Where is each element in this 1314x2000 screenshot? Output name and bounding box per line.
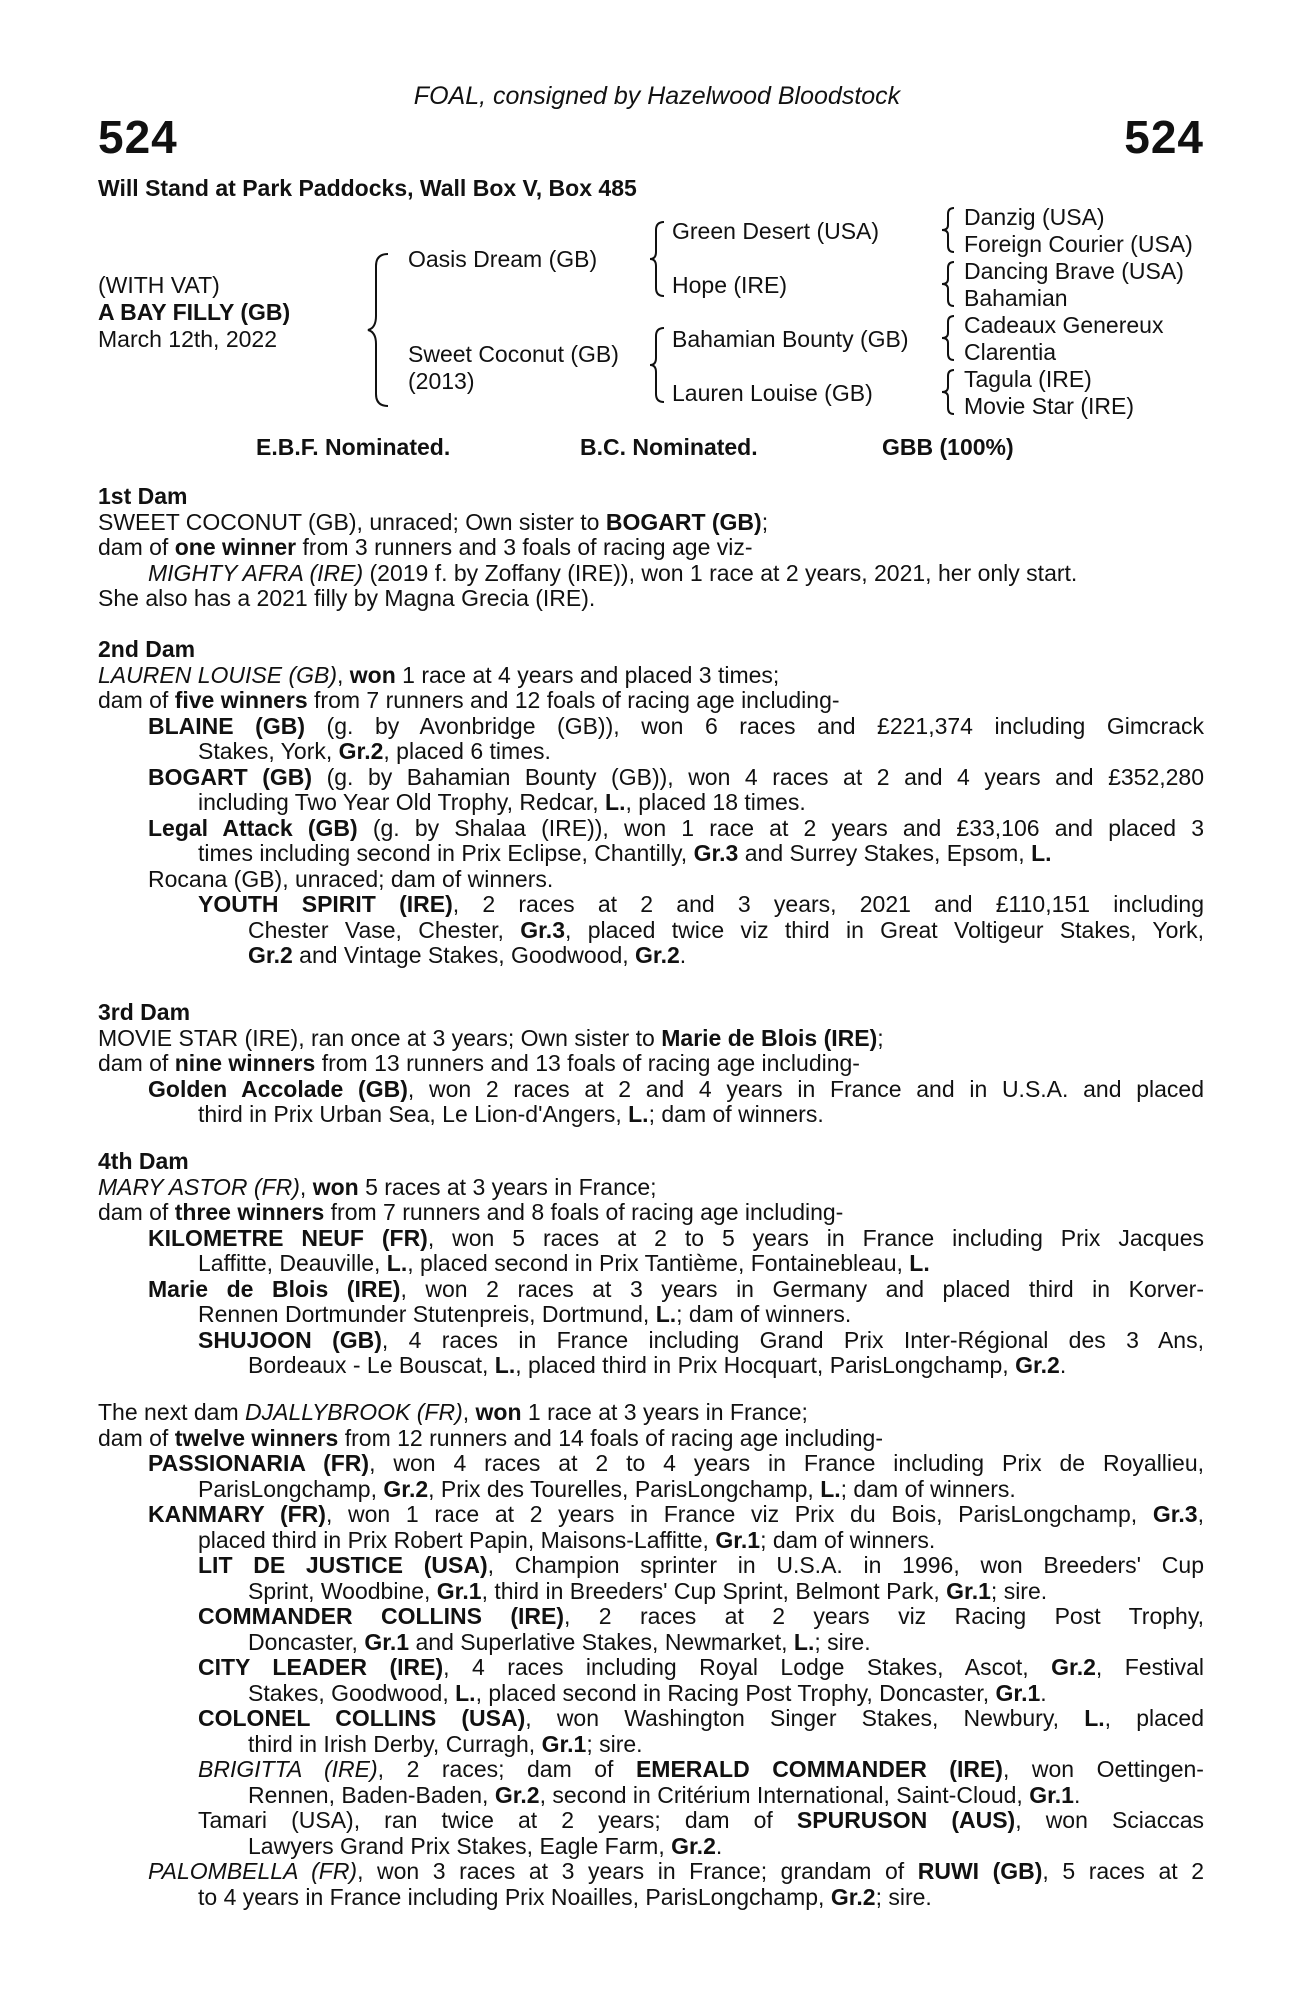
pedigree-brace-dam — [648, 326, 668, 404]
third-dam-section — [98, 1000, 1204, 1128]
gg-5: Cadeaux Genereux — [964, 312, 1164, 338]
text: , 2 races at 2 and 3 years, 2021 and £110,151 including — [452, 891, 1205, 917]
first-dam-section — [98, 484, 1204, 612]
text: ; dam of winners. — [676, 1301, 852, 1327]
winner-count: twelve winners — [174, 1424, 339, 1451]
text: , placed twice viz third in Great Voltigeur Stakes, York, — [565, 916, 1204, 943]
text: , won Oettingen- — [1002, 1756, 1204, 1782]
ebf-nomination: E.B.F. Nominated. — [256, 434, 451, 460]
text: dam of — [98, 1424, 175, 1451]
grade: Gr.2 — [248, 942, 293, 968]
vat-note: (WITH VAT) — [98, 272, 220, 298]
text: times including second in Prix Eclipse, Chantilly, — [198, 840, 694, 866]
horse-name: EMERALD COMMANDER (IRE) — [635, 1756, 1003, 1782]
text: , — [337, 661, 350, 688]
grade: L. — [386, 1250, 408, 1276]
gg-2: Foreign Courier (USA) — [964, 231, 1193, 257]
text: She also has a 2021 filly by Magna Grecia (IRE). — [98, 585, 596, 611]
horse-name: Golden Accolade (GB) — [148, 1075, 408, 1102]
horse-name: Legal Attack (GB) — [148, 814, 358, 841]
text: . — [1059, 1352, 1067, 1378]
bc-nomination: B.C. Nominated. — [580, 434, 758, 460]
grade: Gr.1 — [995, 1679, 1041, 1706]
grade: L. — [655, 1301, 677, 1327]
text: (2019 f. by Zoffany (IRE)), won 1 race at 2 years, 2021, her only start. — [363, 559, 1078, 586]
horse-name: CITY LEADER (IRE) — [198, 1654, 444, 1680]
text: ; — [761, 508, 769, 535]
sire-sire: Green Desert (USA) — [672, 218, 880, 244]
grade: Gr.2 — [383, 1475, 429, 1502]
text: Laffitte, Deauville, — [198, 1250, 387, 1276]
grade: Gr.1 — [715, 1526, 761, 1553]
text: and Surrey Stakes, Epsom, — [738, 840, 1032, 866]
text: , 4 races including Royal Lodge Stakes, Ascot, — [443, 1654, 1052, 1680]
grade: L. — [605, 789, 626, 815]
text: from 13 runners and 13 foals of racing age including- — [315, 1050, 860, 1076]
text: including Two Year Old Trophy, Redcar, — [198, 789, 606, 815]
text: , placed second in Racing Post Trophy, Doncaster, — [475, 1679, 996, 1706]
text: placed third in Prix Robert Papin, Maisons-Laffitte, — [198, 1526, 716, 1553]
gg-3: Dancing Brave (USA) — [964, 258, 1184, 284]
grade: Gr.2 — [1015, 1352, 1060, 1378]
text: Doncaster, — [248, 1628, 365, 1655]
horse-name: BOGART (GB) — [605, 508, 762, 535]
text: Rennen, Baden-Baden, — [248, 1781, 495, 1808]
grade: Gr.2 — [338, 738, 384, 764]
text: , — [1197, 1501, 1204, 1527]
sire-dam: Hope (IRE) — [672, 272, 788, 298]
horse-name: KANMARY (FR) — [148, 1501, 326, 1527]
text: dam of — [98, 1199, 175, 1225]
text: , won 2 races at 2 and 4 years in France and in U.S.A. and placed — [407, 1075, 1204, 1102]
text: Chester Vase, Chester, — [248, 916, 521, 943]
horse-name: MIGHTY AFRA (IRE) — [148, 559, 364, 586]
grade: L. — [628, 1101, 649, 1127]
grade: Gr.2 — [830, 1883, 876, 1910]
horse-name: RUWI (GB) — [917, 1858, 1043, 1884]
grade: L. — [1084, 1705, 1105, 1731]
horse-name: Marie de Blois (IRE) — [661, 1024, 878, 1051]
text: third in Irish Derby, Curragh, — [248, 1730, 542, 1757]
horse-name: SHUJOON (GB) — [198, 1326, 382, 1353]
text: Tamari (USA), ran twice at 2 years; dam of — [198, 1807, 797, 1833]
text: , won 4 races at 2 to 4 years in France including Prix de Royallieu, — [369, 1450, 1204, 1476]
pedigree-brace-sire — [648, 220, 668, 298]
text: ; sire. — [875, 1883, 932, 1910]
text: and Vintage Stakes, Goodwood, — [292, 942, 636, 968]
text: . — [1073, 1781, 1081, 1808]
text: , second in Critérium International, Saint-Cloud, — [539, 1781, 1030, 1808]
pedigree-brace-g4 — [940, 368, 958, 416]
text: , placed 6 times. — [383, 738, 551, 764]
text: , — [299, 1173, 313, 1200]
horse-name: COLONEL COLLINS (USA) — [198, 1705, 526, 1731]
grade: Gr.3 — [1152, 1501, 1198, 1527]
horse-name: KILOMETRE NEUF (FR) — [148, 1224, 428, 1251]
horse-name: BOGART (GB) — [148, 763, 313, 790]
grade: Gr.1 — [541, 1730, 587, 1757]
gg-1: Danzig (USA) — [964, 204, 1105, 230]
text: MOVIE STAR (IRE), ran once at 3 years; Own sister to — [98, 1024, 662, 1051]
text: . — [679, 942, 687, 968]
grade: L. — [793, 1628, 815, 1655]
text: to 4 years in France including Prix Noailles, ParisLongchamp, — [198, 1883, 831, 1910]
text: (g. by Bahamian Bounty (GB)), won 4 races at 2 and 4 years and £352,280 — [312, 763, 1204, 790]
text: , 5 races at 2 — [1042, 1858, 1204, 1884]
foaling-date: March 12th, 2022 — [98, 326, 278, 352]
text: , Champion sprinter in U.S.A. in 1996, won Breeders' Cup — [487, 1552, 1204, 1578]
pedigree-brace-main — [366, 250, 396, 410]
grade: L. — [820, 1475, 841, 1502]
text: dam of — [98, 534, 175, 560]
horse-name: Marie de Blois (IRE) — [148, 1275, 401, 1302]
winner-count: nine winners — [174, 1050, 316, 1076]
winner-count: one winner — [174, 534, 297, 560]
text: 1 race at 4 years and placed 3 times; — [395, 661, 780, 688]
text: , won Washington Singer Stakes, Newbury, — [525, 1705, 1085, 1731]
horse-name: COMMANDER COLLINS (IRE) — [198, 1603, 565, 1629]
pedigree-brace-g3 — [940, 314, 958, 362]
section-heading: 1st Dam — [98, 483, 188, 509]
next-dam-section — [98, 1400, 1204, 1910]
text: and Superlative Stakes, Newmarket, — [409, 1628, 794, 1655]
text: Lawyers Grand Prix Stakes, Eagle Farm, — [248, 1832, 672, 1859]
text: , placed third in Prix Hocquart, ParisLongchamp, — [515, 1352, 1016, 1378]
text: , placed — [1104, 1705, 1205, 1731]
dam-dam: Lauren Louise (GB) — [672, 380, 873, 406]
text: Bordeaux - Le Bouscat, — [248, 1352, 495, 1378]
grade: Gr.2 — [1051, 1654, 1096, 1680]
horse-name: MARY ASTOR (FR) — [98, 1173, 300, 1200]
gg-7: Tagula (IRE) — [964, 366, 1092, 392]
text: dam of — [98, 687, 175, 713]
text: third in Prix Urban Sea, Le Lion-d'Angers, — [198, 1101, 629, 1127]
grade: L. — [455, 1679, 476, 1706]
text: won — [349, 661, 396, 688]
text: , won 1 race at 2 years in France viz Prix du Bois, ParisLongchamp, — [325, 1501, 1153, 1527]
grade: L. — [494, 1352, 516, 1378]
section-heading: 3rd Dam — [98, 999, 191, 1025]
text: , 4 races in France including Grand Prix Inter-Régional des 3 Ans, — [381, 1326, 1204, 1353]
winner-count: five winners — [174, 687, 308, 713]
text: , placed second in Prix Tantième, Fontainebleau, — [407, 1250, 910, 1276]
text: , won Sciaccas — [1015, 1807, 1204, 1833]
text: ; dam of winners. — [648, 1101, 824, 1127]
horse-name: PALOMBELLA (FR) — [148, 1858, 358, 1884]
text: Sprint, Woodbine, — [248, 1577, 437, 1604]
grade: Gr.3 — [693, 840, 739, 866]
text: ; sire. — [586, 1730, 643, 1757]
text: (g. by Shalaa (IRE)), won 1 race at 2 years and £33,106 and placed 3 — [357, 814, 1204, 841]
text: Stakes, Goodwood, — [248, 1679, 456, 1706]
text: 5 races at 3 years in France; — [358, 1173, 657, 1200]
section-heading: 4th Dam — [98, 1148, 189, 1174]
grade: Gr.1 — [1029, 1781, 1074, 1808]
text: won — [312, 1173, 359, 1200]
text: ; dam of winners. — [760, 1526, 936, 1553]
grade: Gr.2 — [494, 1781, 540, 1808]
horse-name: BLAINE (GB) — [148, 712, 305, 739]
horse-name: DJALLYBROOK (FR) — [245, 1399, 463, 1425]
grade: Gr.2 — [635, 942, 680, 968]
text: . — [715, 1832, 723, 1859]
grade: Gr.1 — [946, 1577, 991, 1604]
lot-number-right: 524 — [1124, 111, 1204, 163]
horse-name: PASSIONARIA (FR) — [148, 1450, 370, 1476]
text: 1 race at 3 years in France; — [521, 1399, 808, 1425]
consignor-line: FOAL, consigned by Hazelwood Bloodstock — [413, 82, 901, 110]
gbb-status: GBB (100%) — [882, 434, 1014, 460]
lot-name: A BAY FILLY (GB) — [98, 299, 291, 325]
gg-6: Clarentia — [964, 339, 1057, 365]
pedigree-brace-g1 — [940, 206, 958, 254]
text: ; dam of winners. — [840, 1475, 1016, 1502]
text: , third in Breeders' Cup Sprint, Belmont Park, — [481, 1577, 947, 1604]
text: , Festival — [1095, 1654, 1204, 1680]
text: SWEET COCONUT (GB), unraced; Own sister to — [98, 508, 606, 535]
horse-name: YOUTH SPIRIT (IRE) — [198, 891, 453, 917]
text: ; — [877, 1024, 884, 1051]
stand-location: Will Stand at Park Paddocks, Wall Box V, Box 485 — [98, 175, 637, 201]
text: from 12 runners and 14 foals of racing age including- — [338, 1424, 883, 1451]
dam-year: (2013) — [408, 368, 475, 394]
dam-sire: Bahamian Bounty (GB) — [672, 326, 909, 352]
text: , — [462, 1399, 476, 1425]
grade: Gr.1 — [436, 1577, 482, 1604]
text: The next dam — [98, 1399, 246, 1425]
text: dam of — [98, 1050, 175, 1076]
text: , won 3 races at 3 years in France; grandam of — [357, 1858, 918, 1884]
grade: Gr.2 — [671, 1832, 716, 1859]
grade: Gr.1 — [364, 1628, 410, 1655]
text: ParisLongchamp, — [198, 1475, 384, 1502]
text: , won 2 races at 3 years in Germany and placed third in Korver- — [400, 1275, 1205, 1302]
grade: Gr.3 — [520, 916, 565, 943]
second-dam-section — [98, 637, 1204, 969]
gg-8: Movie Star (IRE) — [964, 393, 1134, 419]
text: from 7 runners and 8 foals of racing age including- — [324, 1199, 844, 1225]
text: Rocana (GB), unraced; dam of winners. — [148, 865, 554, 892]
lot-number-left: 524 — [98, 111, 178, 163]
text: , 2 races at 2 years viz Racing Post Trophy, — [564, 1603, 1205, 1629]
text: ; sire. — [814, 1628, 871, 1655]
grade: L. — [909, 1250, 930, 1276]
horse-name: SPURUSON (AUS) — [796, 1807, 1016, 1833]
sire-name: Oasis Dream (GB) — [408, 246, 598, 272]
text: from 7 runners and 12 foals of racing age including- — [307, 687, 840, 713]
text: , Prix des Tourelles, ParisLongchamp, — [428, 1475, 821, 1502]
text: . — [1040, 1679, 1047, 1706]
grade: L. — [1031, 840, 1052, 866]
text: , won 5 races at 2 to 5 years in France including Prix Jacques — [427, 1224, 1204, 1251]
horse-name: BRIGITTA (IRE) — [198, 1756, 378, 1782]
fourth-dam-section — [98, 1149, 1204, 1379]
text: won — [475, 1399, 522, 1425]
winner-count: three winners — [174, 1199, 325, 1225]
text: Stakes, York, — [198, 738, 339, 764]
horse-name: LIT DE JUSTICE (USA) — [198, 1552, 488, 1578]
dam-name: Sweet Coconut (GB) — [408, 341, 619, 367]
section-heading: 2nd Dam — [98, 636, 196, 662]
text: , 2 races; dam of — [377, 1756, 636, 1782]
text: (g. by Avonbridge (GB)), won 6 races and £221,374 including Gimcrack — [305, 712, 1204, 739]
text: Rennen Dortmunder Stutenpreis, Dortmund, — [198, 1301, 656, 1327]
gg-4: Bahamian — [964, 285, 1068, 311]
text: ; sire. — [990, 1577, 1048, 1604]
text: , placed 18 times. — [625, 789, 806, 815]
text: from 3 runners and 3 foals of racing age viz- — [296, 534, 753, 560]
horse-name: LAUREN LOUISE (GB) — [98, 661, 337, 688]
pedigree-brace-g2 — [940, 260, 958, 308]
